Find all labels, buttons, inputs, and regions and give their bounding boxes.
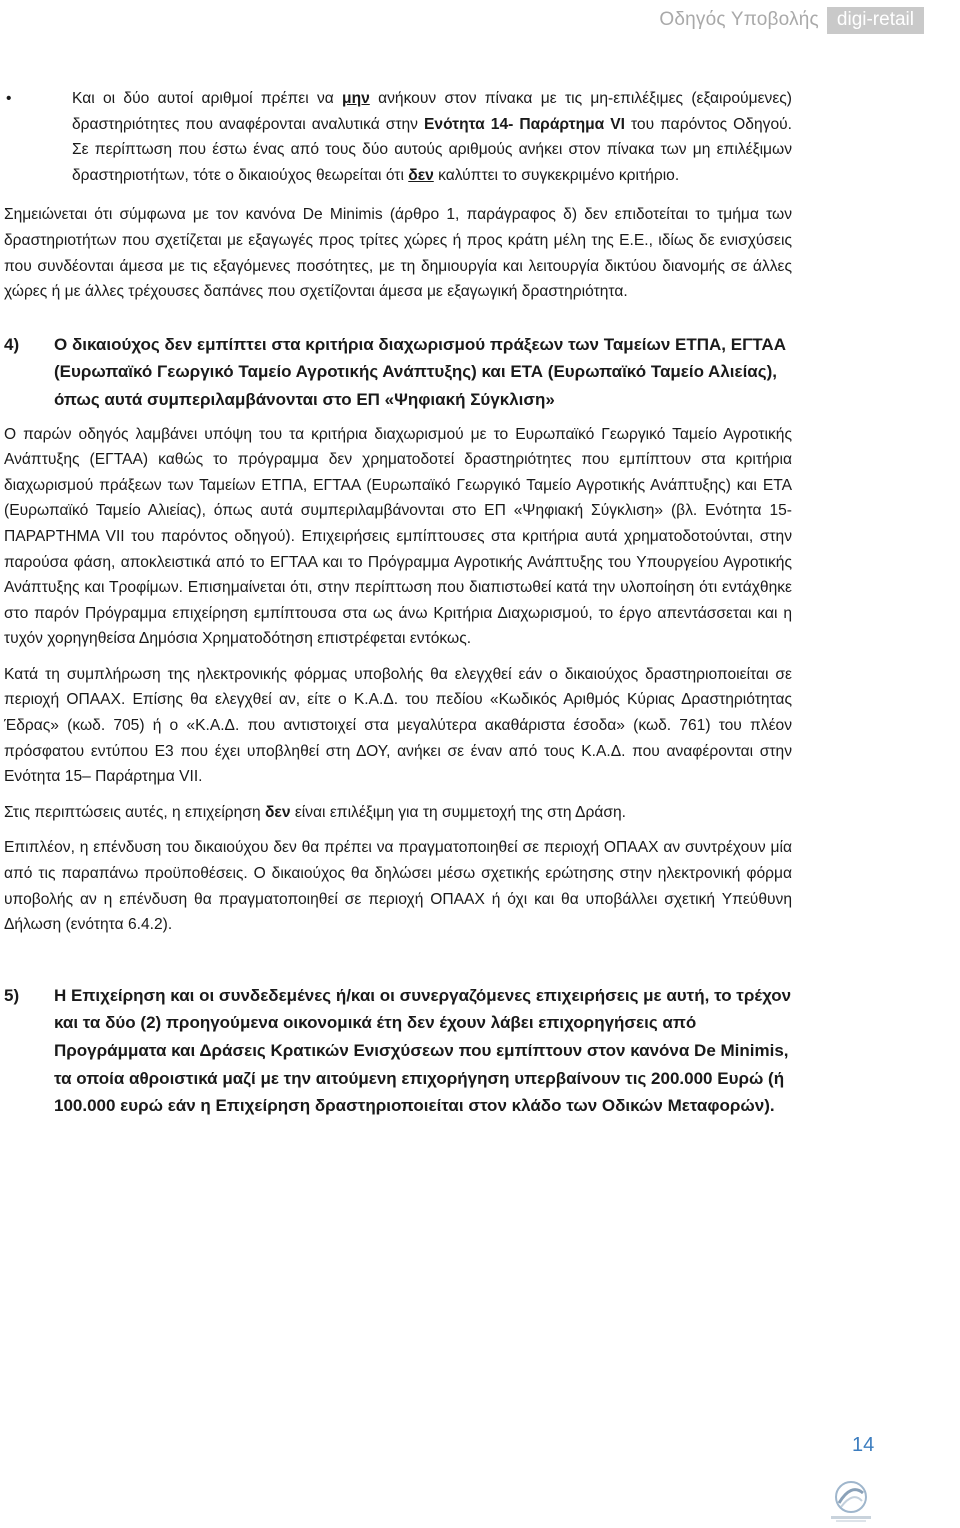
bold-text: Ενότητα 14- Παράρτημα VI [424, 115, 625, 133]
de-minimis-paragraph: Σημειώνεται ότι σύμφωνα με τον κανόνα De Minimis (άρθρο 1, παράγραφος δ) δεν επιδοτείται το τμήμα των δραστηριοτήτων που σχετίζεται με εξαγωγές προς τρίτες χώρες ή προς κράτη μέλη της Ε.Ε., ιδίως δε ενισχύσεις που συνδέονται άμεσα με τις εξαγόμενες ποσότητες, με τη δημιουργία και λειτουργία δικτύου διανομής σε άλλες χώρες ή με άλλες τρέχουσες δαπάνες που σχετίζονται άμεσα με εξαγωγική δραστηριότητα. [4, 206, 792, 301]
bold-text: δεν [264, 803, 291, 821]
section-number: 5) [4, 985, 20, 1005]
text-run: είναι επιλέξιμη για τη συμμετοχή της στη Δράση. [290, 803, 626, 821]
text-run: ανήκουν στον πίνακα με τις μη-επιλέξιμες (εξαιρούμενες) δραστηριότητες που αναφέρονται αναλυτικά στην [72, 90, 792, 133]
underlined-text: δεν [408, 166, 434, 184]
bullet-marker: • [6, 90, 12, 107]
document-body [4, 86, 792, 1120]
page-header [659, 6, 924, 34]
section-4-paragraph-1: Ο παρών οδηγός λαμβάνει υπόψη του τα κριτήρια διαχωρισμού με το Ευρωπαϊκό Γεωργικό Ταμείο Αγροτικής Ανάπτυξης (ΕΓΤΑΑ) καθώς το πρόγραμμα δεν χρηματοδοτεί δραστηριότητες που εμπίπτουν στα κριτήρια διαχωρισμού πράξεων των Ταμείων ΕΤΠΑ, ΕΓΤΑΑ (Ευρωπαϊκό Γεωργικό Ταμείο Αγροτικής Ανάπτυξης) και ΕΤΑ (Ευρωπαϊκό Ταμείο Αλιείας), όπως αυτά συμπεριλαμβάνονται στο ΕΠ «Ψηφιακή Σύγκλιση» (βλ. Ενότητα 15- ΠΑΡΑΡΤΗΜΑ VII του παρόντος οδηγού). Επιχειρήσεις εμπίπτουσες στα κριτήρια αυτά χρηματοδοτούνται, στην παρούσα φάση, αποκλειστικά από το ΕΓΤΑΑ και το Πρόγραμμα Αγροτικής Ανάπτυξης του Υπουργείου Αγροτικής Ανάπτυξης και Τροφίμων. Επισημαίνεται ότι, στην περίπτωση που διαπιστωθεί κατά την υλοποίηση ότι εντάχθηκε στο παρόν Πρόγραμμα επιχείρηση εμπίπτουσα στα ως άνω Κριτήρια Διαχωρισμού, το έργο απεντάσσεται και η τυχόν χορηγηθείσα Δημόσια Χρηματοδότηση επιστρέφεται εντόκως. [4, 425, 792, 648]
text-run: Και οι δύο αυτοί αριθμοί πρέπει να [72, 90, 343, 107]
bullet-item [4, 86, 792, 188]
program-logo-icon [826, 1477, 876, 1523]
header-title: Οδηγός Υποβολής [659, 9, 819, 30]
section-title: Η Επιχείρηση και οι συνδεδεμένες ή/και οι συνεργαζόμενες επιχειρήσεις με αυτή, το τρέχον και τα δύο (2) προηγούμενα οικονομικά έτη δεν έχουν λάβει επιχορηγήσεις από Προγράμματα και Δράσεις Κρατικών Ενισχύσεων που εμπίπτουν στον κανόνα De Minimis, τα οποία αθροιστικά μαζί με την αιτούμενη επιχορήγηση υπερβαίνουν τις 200.000 Ευρώ (ή 100.000 ευρώ εάν η Επιχείρηση δραστηριοποιείται στον κλάδο των Οδικών Μεταφορών). [54, 985, 792, 1116]
text-run: Στις περιπτώσεις αυτές, η επιχείρηση [4, 803, 265, 821]
section-4-paragraph-2: Κατά τη συμπλήρωση της ηλεκτρονικής φόρμας υποβολής θα ελεγχθεί εάν ο δικαιούχος δραστηριοποιείται σε περιοχή ΟΠΑΑΧ. Επίσης θα ελεγχθεί αν, είτε ο Κ.Α.Δ. του πεδίου «Κωδικός Αριθμός Κύριας Δραστηριότητας Έδρας» (κωδ. 705) ή ο «Κ.Α.Δ. που αντιστοιχεί στα μεγαλύτερα ακαθάριστα έσοδα» (κωδ. 761) του πλέον πρόσφατου εντύπου Ε3 που έχει υποβληθεί στη ΔΟΥ, ανήκει σε έναν από τους Κ.Α.Δ. που αναφέρονται στην Ενότητα 15– Παράρτημα VII. [4, 665, 792, 786]
section-title: Ο δικαιούχος δεν εμπίπτει στα κριτήρια διαχωρισμού πράξεων των Ταμείων ΕΤΠΑ, ΕΓΤΑΑ (Ευρωπαϊκό Γεωργικό Ταμείο Αγροτικής Ανάπτυξης) και ΕΤΑ (Ευρωπαϊκό Ταμείο Αλιείας), όπως αυτά συμπεριλαμβάνονται στο ΕΠ «Ψηφιακή Σύγκλιση» [54, 334, 786, 409]
section-4-paragraph-4: Επιπλέον, η επένδυση του δικαιούχου δεν θα πρέπει να πραγματοποιηθεί σε περιοχή ΟΠΑΑΧ αν συντρέχουν μία από τις παραπάνω προϋποθέσεις. Ο δικαιούχος θα δηλώσει μέσω σχετικής ερώτησης στην ηλεκτρονική φόρμα υποβολής αν η επένδυση θα πραγματοποιηθεί σε περιοχή ΟΠΑΑΧ ή όχι και θα υποβάλλει σχετική Υπεύθυνη Δήλωση (ενότητα 6.4.2). [4, 839, 792, 934]
section-4-heading [4, 331, 792, 414]
underlined-text: μην [342, 90, 370, 107]
bullet-text [72, 86, 792, 188]
header-brand-badge: digi-retail [827, 7, 924, 34]
text-run: του παρόντος Οδηγού. Σε περίπτωση που έστω ένας από τους δύο αυτούς αριθμούς ανήκει στον πίνακα των μη επιλέξιμων δραστηριοτήτων, τότε ο δικαιούχος θεωρείται ότι [72, 115, 792, 184]
page-number: 14 [852, 1434, 875, 1456]
section-5-heading [4, 982, 792, 1120]
text-run: καλύπτει το συγκεκριμένο κριτήριο. [433, 166, 680, 184]
section-4-paragraph-3 [4, 800, 792, 826]
section-number: 4) [4, 334, 20, 354]
